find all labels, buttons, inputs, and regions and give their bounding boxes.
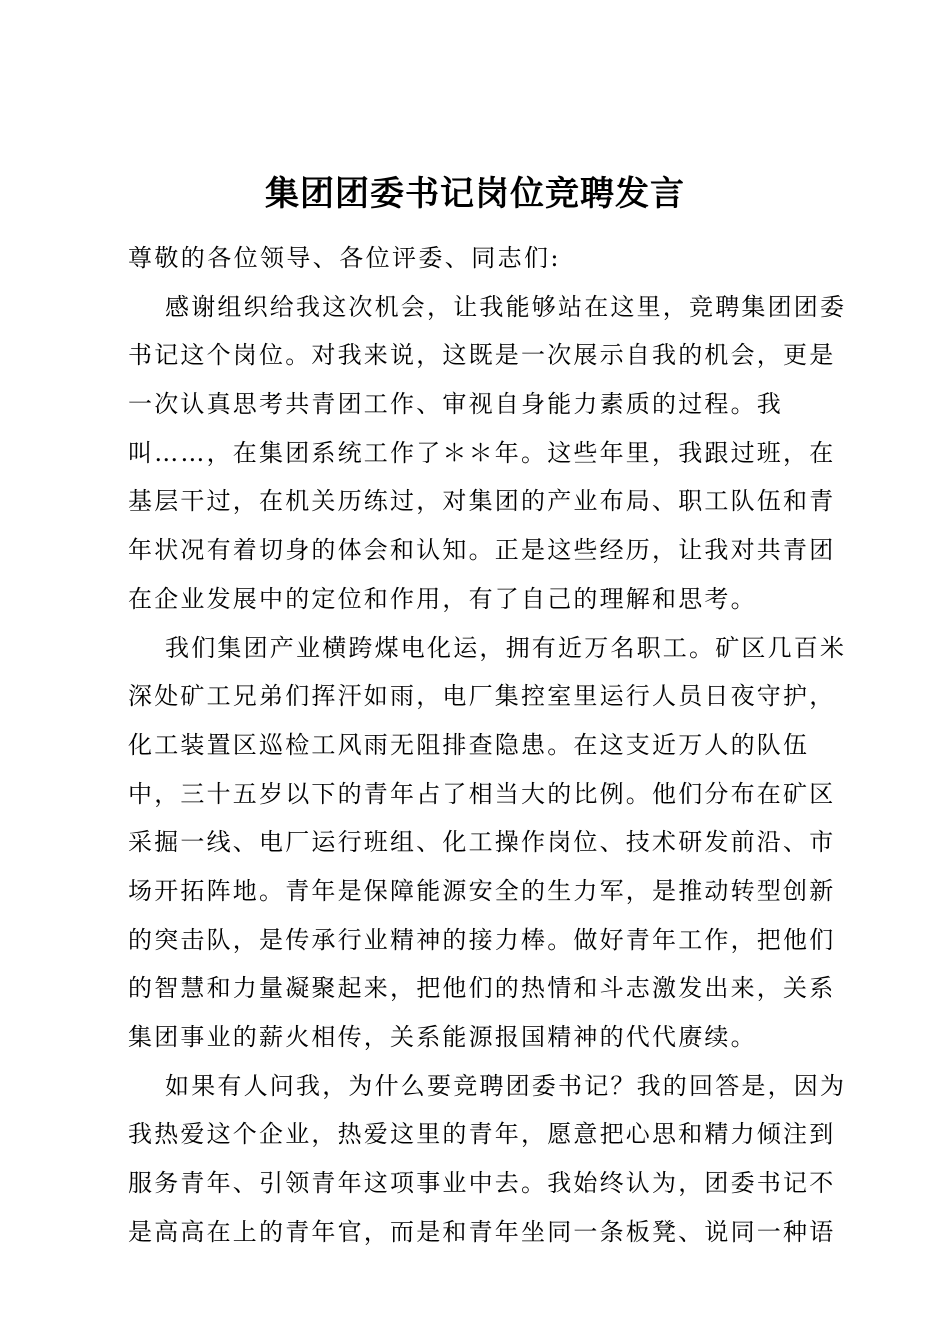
paragraph-2-line: 场开拓阵地。青年是保障能源安全的生力军，是推动转型创新	[128, 876, 836, 905]
paragraph-2-line: 深处矿工兄弟们挥汗如雨，电厂集控室里运行人员日夜守护，	[128, 682, 836, 711]
paragraph-2-line: 中，三十五岁以下的青年占了相当大的比例。他们分布在矿区	[128, 779, 836, 808]
document-title: 集团团委书记岗位竞聘发言	[265, 174, 685, 214]
paragraph-1-line: 在企业发展中的定位和作用，有了自己的理解和思考。	[128, 584, 757, 613]
greeting-line: 尊敬的各位领导、各位评委、同志们:	[128, 244, 561, 272]
paragraph-1-line: 年状况有着切身的体会和认知。正是这些经历，让我对共青团	[128, 536, 836, 565]
paragraph-2-line: 集团事业的薪火相传，关系能源报国精神的代代赓续。	[128, 1023, 757, 1051]
paragraph-2-line: 的突击队，是传承行业精神的接力棒。做好青年工作，把他们	[128, 925, 836, 954]
paragraph-3-line: 服务青年、引领青年这项事业中去。我始终认为，团委书记不	[128, 1169, 836, 1198]
paragraph-3-line: 是高高在上的青年官，而是和青年坐同一条板凳、说同一种语	[128, 1217, 836, 1246]
paragraph-1-line: 书记这个岗位。对我来说，这既是一次展示自我的机会，更是	[128, 341, 836, 370]
paragraph-2-line: 采掘一线、电厂运行班组、化工操作岗位、技术研发前沿、市	[128, 828, 836, 857]
paragraph-2-line: 化工装置区巡检工风雨无阻排查隐患。在这支近万人的队伍	[128, 730, 810, 759]
paragraph-1-line: 基层干过，在机关历练过，对集团的产业布局、职工队伍和青	[128, 487, 836, 516]
paragraph-1-line: 叫……，在集团系统工作了＊＊年。这些年里，我跟过班，在	[128, 438, 836, 467]
paragraph-1-line: 感谢组织给我这次机会，让我能够站在这里，竞聘集团团委	[165, 292, 847, 321]
paragraph-1-line: 一次认真思考共青团工作、审视自身能力素质的过程。我	[128, 390, 783, 419]
paragraph-3-line: 我热爱这个企业，热爱这里的青年，愿意把心思和精力倾注到	[128, 1120, 836, 1149]
paragraph-2-line: 的智慧和力量凝聚起来，把他们的热情和斗志激发出来，关系	[128, 974, 836, 1003]
paragraph-3-line: 如果有人问我，为什么要竞聘团委书记？我的回答是，因为	[165, 1071, 847, 1100]
paragraph-2-line: 我们集团产业横跨煤电化运，拥有近万名职工。矿区几百米	[165, 633, 847, 662]
document-body	[128, 234, 847, 1256]
